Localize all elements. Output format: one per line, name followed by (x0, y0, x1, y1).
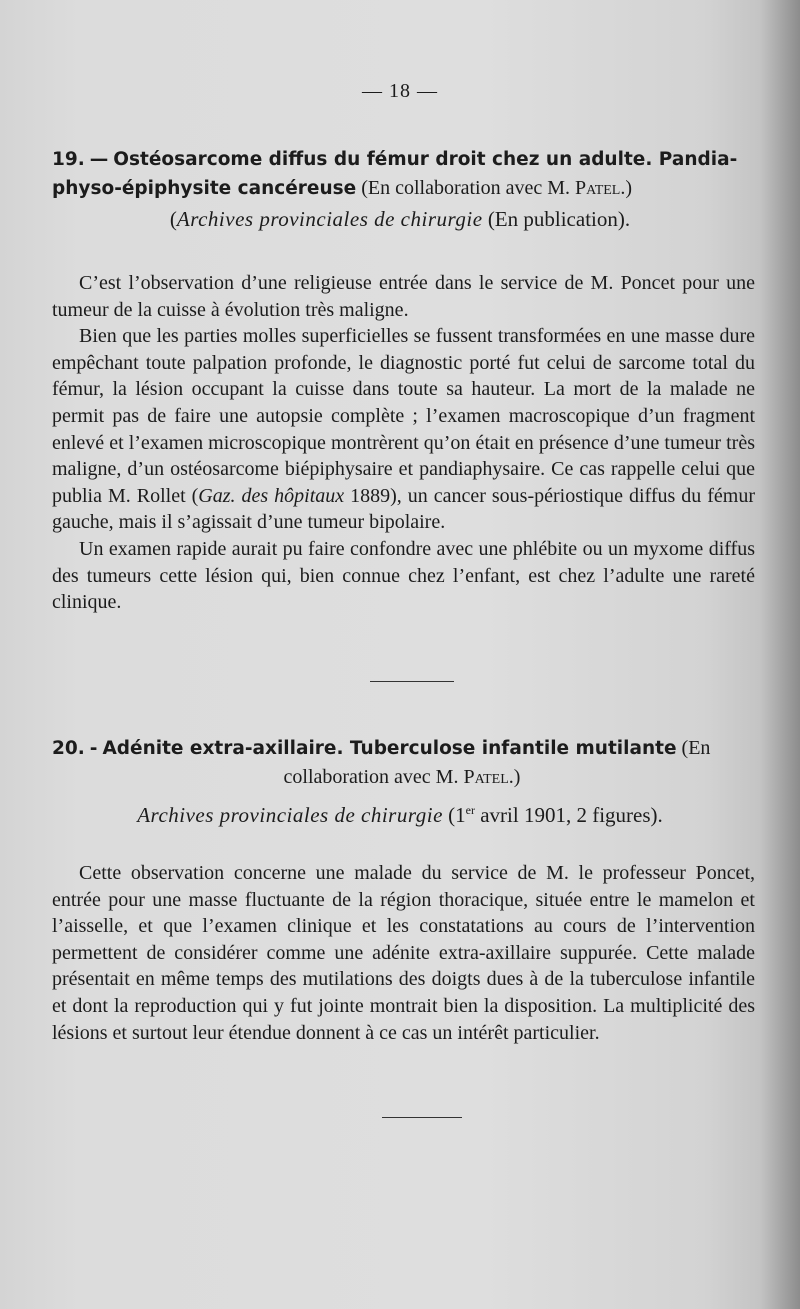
entry-19-paragraph-1: C’est l’observation d’une religieuse entrée dans le service de M. Poncet pour une tumeur de la cuisse à évolution très maligne. (52, 272, 755, 321)
entry-19-title-line2: physo-épiphysite cancéreuse (52, 178, 357, 199)
entry-19-paragraph-2-text-after: 1889), un cancer sous-périostique diffus du fémur gauche, mais il s’agissait d’une tumeur bipolaire. (52, 484, 755, 534)
entry-19-paragraph-2 (52, 323, 755, 536)
entry-19-journal (0, 204, 800, 234)
entry-20-journal-detail-sup: er (465, 803, 475, 817)
entry-19-body (52, 270, 755, 616)
entry-20-journal-detail-open: (1 (442, 803, 466, 827)
entry-20-body (52, 860, 755, 1046)
entry-20-paragraph-1: Cette observation concerne une malade du service de M. le professeur Poncet, entrée pour une masse fluctuante de la région thoracique, située entre le mamelon et l’aisselle, et que l’examen clinique et les constatations au cours de l’intervention permettent de considérer comme une adénite extra-axillaire suppurée. Cette malade présentait en même temps des mutilations des doigts dues à de la tuberculose infantile et dont la reproduction qui y fut jointe montrait bien la disposition. La multiplicité des lésions et surtout leur étendue donnent à ce cas un intérêt particulier. (52, 862, 755, 1044)
entry-19-heading (52, 145, 752, 203)
entry-20-collaboration (52, 763, 752, 792)
entry-20-journal (0, 795, 800, 830)
entry-19-citation: Gaz. des hôpitaux (198, 484, 345, 507)
section-divider-2 (382, 1117, 462, 1118)
entry-19-title-line1: Ostéosarcome diffus du fémur droit chez un adulte. Pandia- (113, 149, 738, 170)
entry-19-paragraph-2-text-before: Bien que les parties molles superficielles se fussent transformées en une masse dure empêchant toute palpation profonde, le diagnostic porté fut celui de sarcome total du fémur, la lésion occupant la cuisse dans toute sa hauteur. La mort de la malade ne permit pas de faire une autopsie complète ; l’examen macroscopique d’un fragment enlevé et l’examen microscopique montrèrent qu’on était en présence d’une tumeur très maligne, d’un ostéosarcome biépiphysaire et pandiaphysaire. Ce cas rappelle celui que publia M. Rollet ( (52, 325, 755, 507)
entry-20-number: 20. (52, 738, 85, 759)
entry-19-journal-detail: (En publication). (482, 207, 631, 231)
entry-19-dash: — (89, 149, 109, 170)
section-divider-1 (370, 681, 454, 682)
entry-20-title-line1: Adénite extra-axillaire. Tuberculose infantile mutilante (102, 738, 677, 759)
entry-20-collab-name: Patel (463, 766, 509, 788)
entry-20-journal-detail-close: avril 1901, 2 figures). (474, 803, 663, 827)
entry-19-collab-suffix: .) (620, 177, 633, 199)
entry-19-collab-name: Patel (575, 177, 621, 199)
entry-19-paragraph-3: Un examen rapide aurait pu faire confondre avec une phlébite ou un myxome diffus des tumeurs cette lésion qui, bien connue chez l’enfant, est chez l’adulte une rareté clinique. (52, 537, 755, 614)
entry-20-collab-prefix: collaboration avec M. (283, 766, 464, 788)
entry-20-heading (52, 734, 752, 792)
entry-20-collab-suffix: .) (508, 766, 521, 788)
entry-19-number: 19. (52, 149, 85, 170)
entry-20-title-suffix: (En (676, 737, 711, 759)
entry-20-journal-name: Archives provinciales de chirurgie (137, 803, 443, 827)
entry-20-dash: - (89, 738, 98, 759)
entry-19-collab-prefix: (En collaboration avec M. (361, 177, 576, 199)
entry-19-journal-name: Archives provinciales de chirurgie (176, 207, 483, 231)
entry-19-journal-open: ( (169, 207, 177, 231)
page-number: — 18 — (362, 80, 438, 102)
